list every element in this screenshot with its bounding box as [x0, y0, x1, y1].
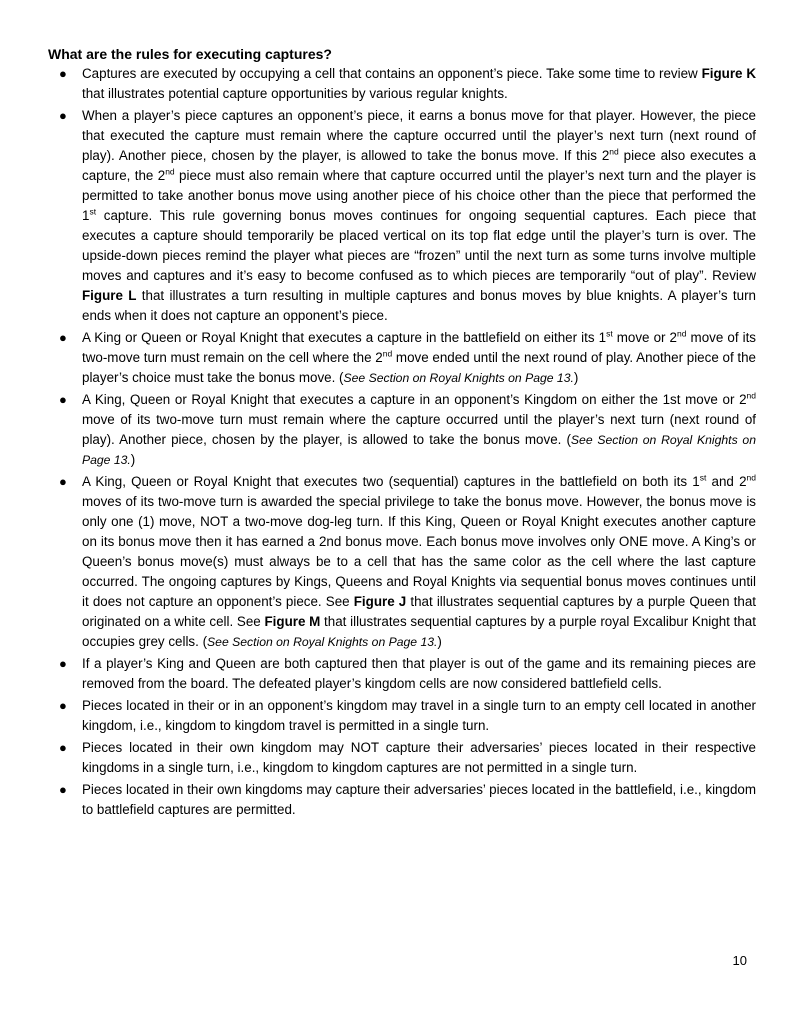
- rule-text: A King or Queen or Royal Knight that executes a capture in the battlefield on either its 1: [82, 330, 607, 345]
- bullet-icon: ●: [59, 656, 67, 671]
- rule-text: piece also executes a capture, the 2: [82, 148, 756, 183]
- rule-list-item: [48, 64, 756, 104]
- ordinal-suffix: nd: [609, 146, 619, 157]
- rule-text: move of its two-move turn must remain on the cell where the 2: [82, 330, 757, 365]
- rule-text: that illustrates sequential captures by a purple royal Excalibur Knight that occupies grey cells. (: [82, 614, 756, 649]
- rule-text: move of its two-move turn must remain where the capture occurred until the player’s next turn (next round of play). Another piece, chosen by the player, is allowed to take the bonus move. (: [82, 412, 756, 447]
- rule-text: capture. This rule governing bonus moves continues for ongoing sequential captures. Each piece that executes a capture should temporarily be placed vertical on its top flat edge until the player’s turn is over. The upside-down pieces remind the player what pieces are “frozen” until the next turn as some turns involve multiple moves and captures and it’s easy to become confused as to which pieces are temporarily “out of play”. Review: [82, 208, 756, 283]
- rule-list-item: [48, 654, 756, 694]
- figure-reference: Figure M: [264, 614, 321, 629]
- rule-text: ): [130, 452, 136, 467]
- rule-list-item: [48, 390, 756, 470]
- ordinal-suffix: nd: [746, 390, 756, 401]
- rule-text: move ended until the next round of play. Another piece of the player’s choice must take the bonus move. (: [82, 350, 756, 385]
- figure-reference: Figure L: [82, 288, 137, 303]
- rule-text: that illustrates potential capture opportunities by various regular knights.: [82, 86, 508, 101]
- ordinal-suffix: st: [606, 328, 613, 339]
- rule-list-item: [48, 106, 756, 326]
- bullet-icon: ●: [59, 108, 67, 123]
- page-reference: See Section on Royal Knights on Page 13.: [207, 635, 438, 649]
- rule-text: piece must also remain where that capture occurred until the player’s next turn and the player is permitted to take another bonus move using another piece of his choice other than the piece that performed the 1: [82, 168, 756, 223]
- bullet-icon: ●: [59, 392, 67, 407]
- bullet-icon: ●: [59, 66, 67, 81]
- rule-list-item: [48, 738, 756, 778]
- rule-text: A King, Queen or Royal Knight that executes a capture in an opponent’s Kingdom on either the 1st move or 2: [82, 392, 747, 407]
- rule-text: If a player’s King and Queen are both captured then that player is out of the game and its remaining pieces are removed from the board. The defeated player’s kingdom cells are now considered battlefield cells.: [82, 656, 756, 691]
- bullet-icon: ●: [59, 698, 67, 713]
- rule-text: Pieces located in their own kingdom may NOT capture their adversaries’ pieces located in their respective kingdoms in a single turn, i.e., kingdom to kingdom captures are not permitted in a single turn.: [82, 740, 756, 775]
- rule-text: ): [437, 634, 442, 649]
- ordinal-suffix: nd: [677, 328, 687, 339]
- ordinal-suffix: nd: [746, 472, 756, 483]
- ordinal-suffix: nd: [382, 348, 393, 359]
- rule-list-item: [48, 472, 756, 652]
- rule-text: moves of its two-move turn is awarded the special privilege to take the bonus move. However, the bonus move is only one (1) move, NOT a two-move dog-leg turn. If this King, Queen or Royal Knight executes another capture on its bonus move then it has earned a 2nd bonus move. Each bonus move involves only ONE move. A King’s or Queen’s bonus move(s) must always be to a cell that has the same color as the cell where the last capture occurred. The ongoing captures by Kings, Queens and Royal Knights via sequential bonus moves continues until it does not capture an opponent’s piece. See: [82, 494, 756, 609]
- bullet-icon: ●: [59, 330, 67, 345]
- rule-text: A King, Queen or Royal Knight that executes two (sequential) captures in the battlefield on both its 1: [82, 474, 700, 489]
- rule-list-item: [48, 696, 756, 736]
- figure-reference: Figure J: [353, 594, 407, 609]
- rule-text: When a player’s piece captures an opponent’s piece, it earns a bonus move for that player. However, the piece that executed the capture must remain where the capture occurred until the player’s next turn (next round of play). Another piece, chosen by the player, is allowed to take the bonus move. If this 2: [82, 108, 756, 163]
- page-reference: See Section on Royal Knights on Page 13.: [343, 371, 574, 385]
- ordinal-suffix: nd: [165, 166, 175, 177]
- ordinal-suffix: st: [89, 206, 97, 217]
- figure-reference: Figure K: [701, 66, 757, 81]
- rule-text: that illustrates sequential captures by a purple Queen that originated on a white cell. See: [82, 594, 756, 629]
- rule-text: that illustrates a turn resulting in multiple captures and bonus moves by blue knights. A player’s turn ends when it does not capture an opponent’s piece.: [82, 288, 756, 323]
- section-heading: What are the rules for executing captures?: [48, 46, 332, 62]
- bullet-icon: ●: [59, 740, 67, 755]
- page-reference: See Section on Royal Knights on Page 13.: [82, 433, 756, 467]
- rules-bullet-list: [48, 64, 756, 822]
- rule-text: Pieces located in their or in an opponent’s kingdom may travel in a single turn to an empty cell located in another kingdom, i.e., kingdom to kingdom travel is permitted in a single turn.: [82, 698, 756, 733]
- rule-list-item: [48, 780, 756, 820]
- rule-text: ): [573, 370, 579, 385]
- rule-text: Captures are executed by occupying a cell that contains an opponent’s piece. Take some time to review: [82, 66, 702, 81]
- page-number: 10: [732, 953, 747, 968]
- rule-text: Pieces located in their own kingdoms may capture their adversaries’ pieces located in the battlefield, i.e., kingdom to battlefield captures are permitted.: [82, 782, 756, 817]
- bullet-icon: ●: [59, 474, 67, 489]
- rule-text: move or 2: [612, 330, 678, 345]
- rule-list-item: [48, 328, 756, 388]
- bullet-icon: ●: [59, 782, 67, 797]
- ordinal-suffix: st: [699, 472, 707, 483]
- rule-text: and 2: [706, 474, 747, 489]
